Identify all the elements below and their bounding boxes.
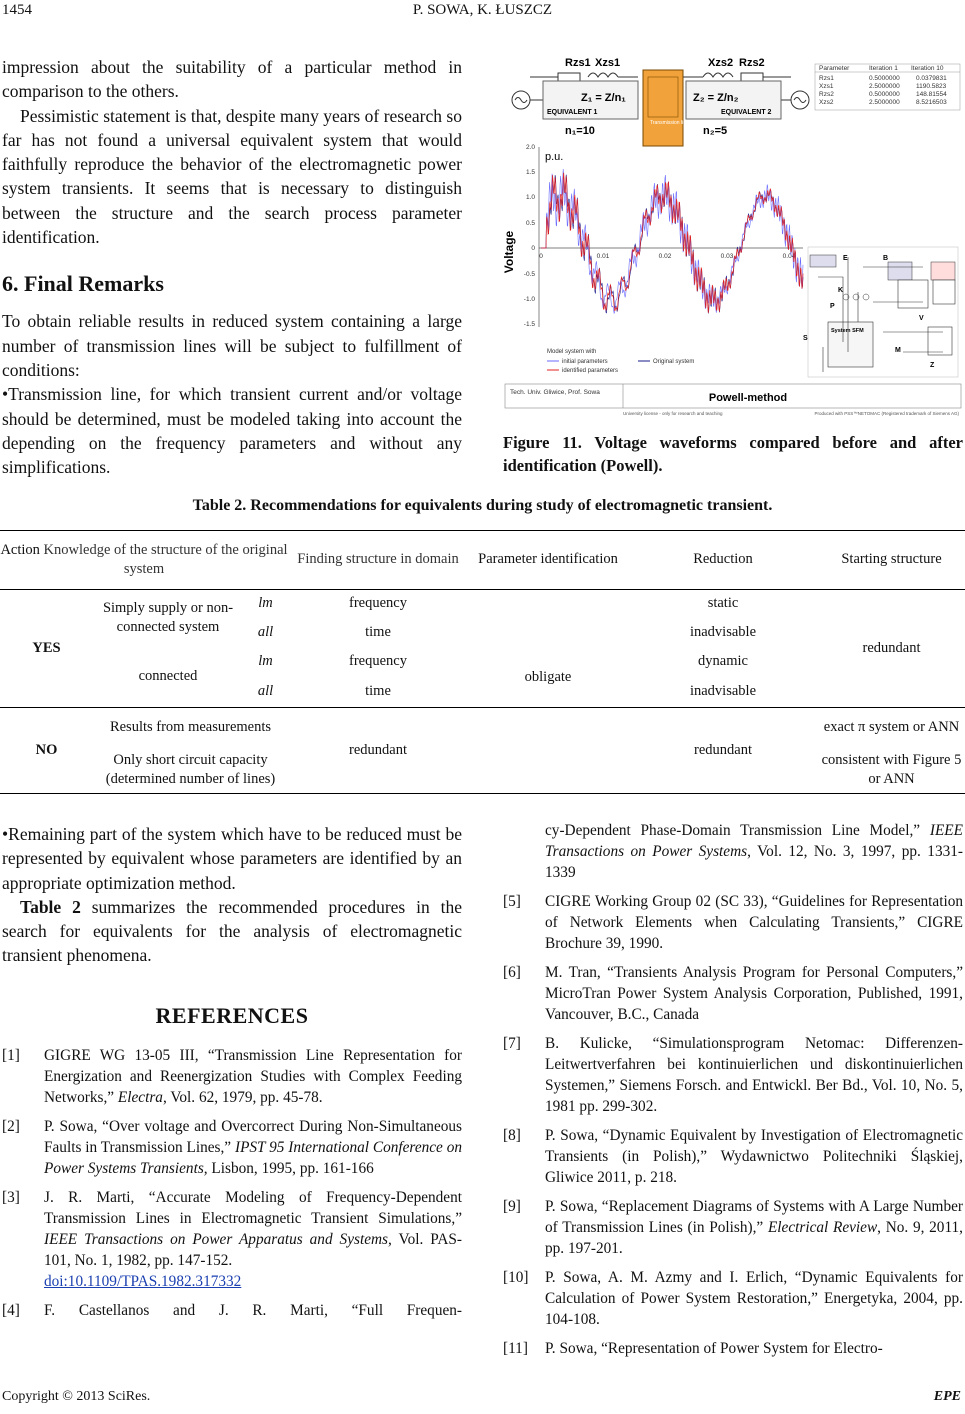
plot-unit: p.u. [545,151,564,163]
svg-text:Xzs1: Xzs1 [819,83,834,90]
cell-exact: exact π system or ANN [823,718,960,735]
method-label: Powell-method [708,392,788,404]
copyright: Copyright © 2013 SciRes. [2,1389,151,1404]
legend-original: Original system [653,359,695,365]
header-action: Action [0,541,40,558]
n2-label: n₂=5 [703,125,728,137]
figure-11 [503,52,963,422]
left-column-top [2,55,462,479]
produced-note: Produced with PSS™NETOMAC (Registered trademark of Siemens AG) [814,411,959,416]
equivalent2-label: EQUIVALENT 2 [721,109,772,116]
reference-item: [8] P. Sowa, “Dynamic Equivalent by Investigation of Electromagnetic Transients (in Polish),” Wydawnictwo Politechniki Śląskiej, Gliwice 2011, p. 218. [503,1127,963,1186]
cell-frequency: frequency [349,653,407,669]
svg-text:Rzs1: Rzs1 [819,75,834,82]
license-note: University license - only for research and teaching [623,411,723,416]
svg-text:M: M [895,347,901,354]
bullet-icon: • [2,384,9,405]
table-2 [0,530,965,794]
reference-item: [2] P. Sowa, “Over voltage and Overcorrect During Non-Simultaneous Faults in Transmission Lines,” IPST 95 International Conference on Power Systems Transients, Lisbon, 1995, pp. 161-166 [2,1117,462,1177]
cell-simply: Simply supply or non-connected system [102,600,234,636]
svg-text:148.81554: 148.81554 [916,91,947,98]
reference-item: [10] P. Sowa, A. M. Azmy and I. Erlich, “Dynamic Equivalents for Calculation of Power System Restoration,” Energetyka, 2004, pp. 104-108. [503,1269,963,1328]
svg-text:0.5000000: 0.5000000 [869,75,900,82]
figure-credit: Tech. Univ. Gliwice, Prof. Sowa [510,389,600,396]
right-column-references [503,820,963,1359]
z2-label: Z₂ = Z/n₂ [693,92,739,104]
svg-text:2.5000000: 2.5000000 [869,99,900,106]
svg-text:Parameter: Parameter [819,65,850,72]
header-param: Parameter identification [478,551,618,568]
page-number: 1454 [2,2,32,18]
svg-text:P: P [830,303,835,310]
svg-text:1.5: 1.5 [525,169,535,176]
cell-time: time [365,624,391,640]
cell-time: time [365,682,391,699]
header-knowledge: Knowledge of the structure of the original system [43,541,288,577]
reference-item: [3] J. R. Marti, “Accurate Modeling of Frequency-Dependent Transmission Lines in Electromagnetic Transient Simulations,” IEEE Transactions on Power Apparatus and Systems, Vol. PAS-101, No. 1, 1982, pp. 147-152. doi:10.1109/TPAS.1982.317332 [2,1188,462,1290]
power-system-diagram [803,247,958,377]
doi-link[interactable]: doi:10.1109/TPAS.1982.317332 [44,1272,242,1290]
bullet-icon: • [2,824,9,844]
svg-text:-1.5: -1.5 [523,321,535,328]
reference-item: [11] P. Sowa, “Representation of Power System for Electro- [503,1340,883,1357]
cell-param-empty [468,707,628,793]
svg-text:0.04: 0.04 [782,253,796,260]
cell-no: NO [35,741,58,758]
reference-item: [1] GIGRE WG 13-05 III, “Transmission Line Representation for Energization and Reenergization Studies with Complex Feeding Networks,” Electra, Vol. 62, 1979, pp. 45-78. [2,1046,462,1106]
svg-text:1190.5823: 1190.5823 [916,83,947,90]
svg-text:Iteration 10: Iteration 10 [911,65,944,72]
svg-text:-0.5: -0.5 [523,271,535,278]
svg-text:0.01: 0.01 [596,253,610,260]
svg-text:B: B [883,255,889,262]
references-heading: REFERENCES [155,1002,309,1028]
svg-text:0: 0 [531,245,535,252]
reference-item: [5] CIGRE Working Group 02 (SC 33), “Guidelines for Representation of Network Elements when Calculating Transients,” CIGRE Brochure 39, 1990. [503,893,963,952]
reference-item: [6] M. Tran, “Transients Analysis Program for Personal Computers,” MicroTran Power System Analysis Corporation, Published, 1991, Vancouver, B.C., Canada [503,964,963,1023]
rs2-label: Rzs2 [739,57,765,69]
svg-text:E: E [843,255,848,262]
cell-all: all [257,624,274,640]
xs1-label: Xzs1 [595,57,621,69]
cell-results-measurements: Results from measurements [109,718,272,735]
header-finding: Finding structure in domain [297,551,459,568]
cell-yes: YES [32,639,61,656]
svg-text:System SFM: System SFM [831,328,864,334]
svg-text:Xzs2: Xzs2 [819,99,834,106]
cell-all: all [257,682,274,699]
svg-text:K: K [838,287,844,294]
figure-caption: Figure 11. Voltage waveforms compared before and after identification (Powell). [503,433,963,475]
paragraph: impression about the suitability of a particular method in comparison to the others. [2,57,462,102]
svg-text:Z: Z [930,362,935,369]
cell-inadvisable: inadvisable [689,624,757,640]
paragraph: Table 2 summarizes the recommended procedures in the search for equivalents for the analysis of electromagnetic transient phenomena. [2,896,462,966]
svg-text:Iteration 1: Iteration 1 [869,65,898,72]
paragraph: To obtain reliable results in reduced system containing a large number of transmission lines will be subject to fulfillment of conditions: [2,311,462,380]
line-model-label: Transmission line model [650,120,704,126]
paragraph: Pessimistic statement is that, despite many years of research so far has not found a universal equivalent system that would faithfully reproduce the behavior of the electromagnetic power system transients. It seems that is necessary to distinguish between the structure and the search process parameter identification. [2,105,462,248]
bullet-item: •Transmission line, for which transient current and/or voltage should be determined, must be modeled taking into account the depending on the frequency parameters and without any simplifications. [2,384,462,478]
cell-inadvisable: inadvisable [689,682,757,699]
reference-item: [4] F. Castellanos and J. R. Marti, “Full Frequen- [2,1301,462,1319]
cell-frequency: frequency [349,595,407,612]
svg-text:Rzs2: Rzs2 [819,91,834,98]
svg-text:2.0: 2.0 [525,144,535,151]
svg-text:0.0379831: 0.0379831 [916,75,947,82]
table-caption: Table 2. Recommendations for equivalents during study of electromagnetic transient. [192,497,773,514]
cell-redundant: redundant [862,639,921,656]
reference-item-continued: cy-Dependent Phase-Domain Transmission Line Model,” IEEE Transactions on Power Systems, Vol. 12, No. 3, 1997, pp. 1331-1339 [545,822,963,881]
figure-11-graphic [503,52,963,422]
section-heading: 6. Final Remarks [2,271,164,297]
reference-item: [9] P. Sowa, “Replacement Diagrams of Systems with A Large Number of Transmission Lines (in Polish),” Electrical Review, No. 9, 2011, pp. 197-201. [503,1198,964,1257]
svg-text:1.0: 1.0 [525,194,535,201]
svg-text:-1.0: -1.0 [523,296,535,303]
legend-initial: initial parameters [562,359,608,365]
legend-identified: identified parameters [562,368,619,374]
bullet-item: •Remaining part of the system which have to be reduced must be represented by equivalent whose parameters are identified by an appropriate optimization method. [2,824,462,893]
svg-text:0.5: 0.5 [525,220,535,227]
header-reduction: Reduction [693,551,753,568]
cell-lm: lm [258,653,273,669]
equivalent1-label: EQUIVALENT 1 [547,109,598,116]
left-column-bottom [2,822,462,1321]
svg-text:0.02: 0.02 [658,253,672,260]
cell-consistent: consistent with Figure 5 or ANN [821,752,962,787]
svg-text:S: S [803,335,808,342]
svg-text:V: V [919,315,924,322]
xs2-label: Xzs2 [708,57,734,69]
cell-connected: connected [138,668,198,685]
svg-text:2.5000000: 2.5000000 [869,83,900,90]
cell-short-circuit: Only short circuit capacity (determined number of lines) [105,752,276,787]
svg-text:0.5000000: 0.5000000 [869,91,900,98]
rs1-label: Rzs1 [565,57,591,69]
z1-label: Z₁ = Z/n₁ [581,92,626,104]
svg-text:0: 0 [539,253,543,260]
cell-redundant: redundant [694,741,752,758]
cell-redundant: redundant [349,741,407,758]
svg-text:0.03: 0.03 [720,253,734,260]
cell-lm: lm [258,595,273,612]
reference-item: [7] B. Kulicke, “Simulationsprogram Netomac: Differenzen-Leitwertverfahren bei kontinuierlichen und diskontinuierlichen Systemen,” Siemens Forsch. and Entwickl. Ber Bd., Vol. 10, No. 5, 1981 pp. 299-302. [503,1035,963,1115]
plot-ylabel: Voltage [503,230,516,274]
n1-label: n₁=10 [565,125,595,137]
journal-abbrev: EPE [933,1389,961,1404]
cell-obligate: obligate [524,668,572,685]
legend-title: Model system with [547,349,597,355]
header-starting: Starting structure [841,551,942,568]
running-header-authors: P. SOWA, K. ŁUSZCZ [412,2,553,18]
svg-text:8.5216503: 8.5216503 [916,99,947,106]
cell-dynamic: dynamic [698,653,748,669]
cell-static: static [707,595,739,612]
